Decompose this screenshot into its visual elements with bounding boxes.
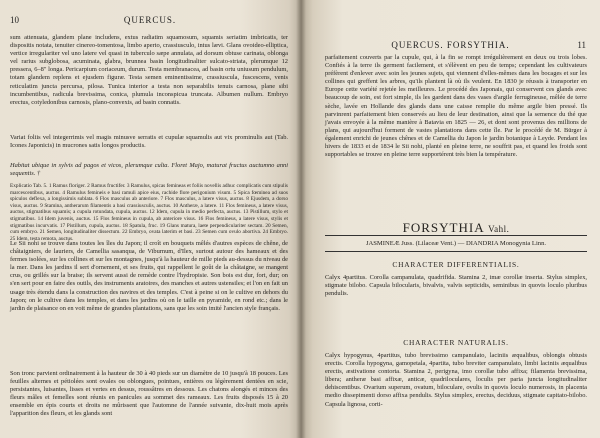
genus-author: Vahl. (488, 224, 510, 234)
rule-below-classification (325, 251, 587, 252)
quercus-continuation: parfaitement couverts par la cupule, qui, à la fin se rompt irrégulièrement en deux ou trois lobes. Confiés à la terre ils germent facilement, et s'élèvent en peu de temps; cependant les cultivateurs préfèrent d'enlever avec soin les jeunes sujets, qui viennent d'elles-mêmes dans les bocages et sur les collines qui greffent les arbres, qu'ils plantent là où ils veulent. En 1830 je réussis à transporter en Europe cette variété rejetée les meilleures. Le procédé des Japonais, qui conservent ces glands avec beaucoup de soin, est fort simple, ils les gardent dans des vases d'argile ferrugineuse, mêlée de terre sèche, lavée en Hollande des glands dans une caisse remplie du même argile bien pressé. Ils parvinrent parfaitement bien conservés au lieu de leur destination, ainsi que la semence du thé que j'avais envoyée à la même manière à Batavia en 1825 — 26, et dont sont provenus des millions de plans, qui aujourd'hui forment de vastes plantations dans cette île. Par le procédé de M. Bürger à également enrichi de jeunes chênes et de Camellia du Japon le jardin botanique à Leyde. Pendant les hivers de 1833 et de 1834 le Sii nohi, planté en pleine terre, ne souffrit pas, et quand les froids sont supportables se trouve en pleine terre supportérent très bien la température. (325, 54, 587, 159)
habitat-note: Habitat ubique in sylvis ad pagos et vicos, plerumque culta. Floret Majo, maturat fructus auctumno anni sequentis. † (10, 162, 288, 178)
character-differentialis-text: Calyx 4partitus. Corolla campanulata, quadrifida. Stamina 2, imæ corollæ inserta. Stylus simplex, stigmate bilobo. Capsula bilocularis, bivalvis, valvis septicidis, seminibus in quovis loculo pluribus pendulis. (325, 274, 587, 298)
species-description: sum attenuata, glandem plane includens, extus radiatim squamosum, squamis seriatim imbricatis, ter dispositis notata, tenuiter cinereo-tomentosa, limbo aperto, crassiusculo, intus lævi. Glans ovoideo-elliptica, vertice irregulariter vel uno latere vel quasi in tuberculo sæpe annulata, ad dorsum obtuse carinata, oblonga vel rarius subglobosa, acuminata, glabra, brunnea basin longitudinaliter sulcato-striata, plerumque 12 pressera, 6–8" longa. Pericarpium coriaceum, durum. Testa membranacea, ad basin ortu uniusum pendulum, totam glandem replens et ejusdem figuræ. Testa semen eminentissime, crassiuscula, fuscescens, venis reticulatim juncta percursa, pilosa. Tunica interior a testa non separabilis tenuis carnosa, plane sibi incumbentibus, radicula brevissima, conica, plumula inconspicua truncata. Albumen nullum. Embryo erectus, cotyledonibus carnosis, plano-convexis, ad basin connatis. (10, 34, 288, 106)
french-description: Le Sii nohi se trouve dans toutes les îles du Japon; il croît en bouquets mêlés d'autres espèces de chêne, de châtaigniers, de lauriers, de Camellia sasanqua, de Viburnum, d'Ilex, surtout autour des hameaux et des fermes isolées, sur les collines et sur les montagnes, jusqu'à la hauteur de mille pieds au-dessus du niveau de la mer. Dans les jardins il sert d'ornement, et ses fruits, qui rappellent le goût de la châtaigne, se mangent crus, ou grillés sur la braise; ils servent aussi de remède contre l'hydropisie. Son bois est dur, fort, dur; on s'en sert pour en faire des outils, des instruments aratoires, des manches et autres ustensiles; et l'on en fait un usage très étendu dans la construction des navires et des temples. C'est à peine si on le cultive en dehors du Japon; on le cultive dans les temples, et dans les jardins où on le taille en pyramide, en rond etc.; dans le jardin de plaisance on en voit même de grandes plantations, sans que les soin imité l'ancien style français. (10, 240, 288, 312)
plate-explication: Explicatio Tab. 5. 1 Ramus floriger. 2 Ramus fructifer. 3 Ramulus, spicas femineas et foliis novellis adhuc complicatis cum stipulis marcescentibus, auctus. 4 Ramulus femineis e basi ramuli apice eius, rachide flore perigonium visum. 5 Spica fœminea ad suos spiculos deflexa, a longissimis sublata. 6 Flos masculus ab anteriore. 7 Flos masculus, a latere visus, auctus. 8 Ejusdem, a dorso visus, auctus. 9 Stamina, antherarum filamentis a basi crassiusculis, auctus. 10 Antheræ, a latere. 11 Flos femineus, a latere visus, auctus, stigmatibus squamis; a cupula rotundata, cupula, auctus. 12 Idem, cupula in medio perfecta, auctus. 13 Pistillum, stylo et stigmatibus. 14 Idem juvenis, auctus. 15 Flos femineus in cupula, ab anteriore visus. 16 Flos femineus, a latere visus, stylis et stigmatibus incurvatis. 17 Pistillum, cupula, auctus. 18 Spatula, fruc. 19 Glans matura, laete perpendiculariter sectam. 20 Semen, cum embryo. 21 Semen, longitudinaliter dissectum. 22 Embryo, ovata laterim et basi. 23 Semen cum ovulo abortiva. 24 Embryo. 25 Idem, testa remota, auctus. (10, 183, 288, 242)
book-gutter (296, 0, 306, 438)
left-running-head: QUERCUS. (123, 15, 177, 25)
variation-note: Variat foliis vel integerrimis vel magis minusve serratis et cupulæ squamulis aut vix prominulis aut (Tab. Icones Japonicis) in mucrones satis longos productis. (10, 134, 288, 150)
right-page (301, 0, 600, 438)
rule-above-classification (325, 235, 587, 236)
classification-line: JASMINEÆ Juss. (Lilaceæ Vent.) — DIANDRIA Monogynia Linn. (365, 240, 547, 247)
genus-title (325, 220, 587, 236)
genus-name: FORSYTHIA (402, 220, 484, 235)
french-description-continued: Son tronc parvient ordinairement à la hauteur de 30 à 40 pieds sur un diamètre de 10 jusqu'à 18 pouces. Les feuilles alternes et pétiolées sont ovales ou oblongues, pointues, entières ou légèrement dentées en scie, persistantes, luisantes, lisses et vertes en dessus, roussâtres en dessous. Les chatons alongés et minces des fleurs mâles et femelles sont réunis en panicules au sommet des rameaux. Les fruits disposés 15 à 20 ensemble en épis courts et droits ne mûrissent que l'automne de l'année suivante, dix-huit mois après l'apparition des fleurs, et les glands sont (10, 370, 288, 418)
heading-character-naturalis: CHARACTER NATURALIS. (403, 338, 509, 347)
right-page-number: 11 (577, 40, 586, 50)
heading-character-differentialis: CHARACTER DIFFERENTIALIS. (392, 260, 520, 269)
character-naturalis-text: Calyx hypogynus, 4partitus, tubo brevissimo campanulato, laciniis æqualibus, oblongis obtusis erectis. Corolla hypogyna, gamopetala, 4partita, tubo breviter campanulato, limbi laciniis æqualibus erectis, æstivatione contorta. Stamina 2, perigyna, imo corollæ tubo affixa; filamenta brevissima, libera; antheræ basi affixæ, anticæ, quadriloculares, loculis per paria juncta longitudinaliter dehiscentibus. Ovarium superum, ovatum, biloculare, ovulis in quovis loculo numerosis, in placenta medio dissepimenti dorso affixa pendulis. Stylus simplex, erectus, deciduus, stigmate capitato-bilobo. Capsula lignosa, corti- (325, 352, 587, 408)
left-page-number: 10 (10, 15, 19, 25)
right-running-head: QUERCUS. FORSYTHIA. (391, 40, 510, 50)
